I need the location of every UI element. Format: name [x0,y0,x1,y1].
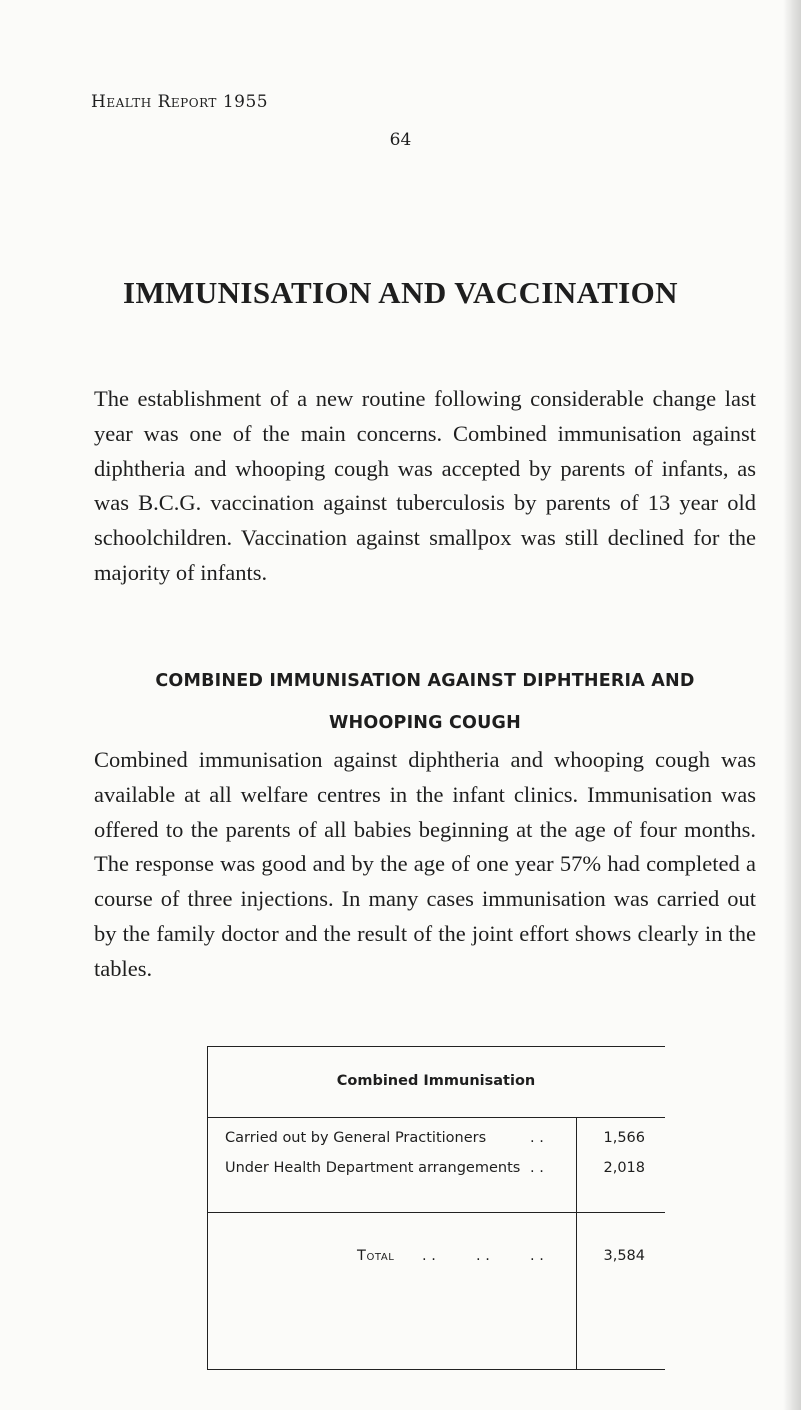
table-column-rule [576,1117,577,1370]
page-edge-shadow [783,0,801,1410]
table-row-leader: . . [530,1130,544,1146]
table-top-rule [207,1046,665,1047]
section-heading-line-2: WHOOPING COUGH [329,713,521,733]
page-number: 64 [389,130,412,150]
percent-symbol: % [582,851,602,877]
table-row-label: Carried out by General Practitioners [225,1130,487,1146]
table-row-label: Under Health Department arrangements [225,1160,521,1176]
table-total-value: 3,584 [603,1248,645,1264]
section-heading [94,660,756,744]
table-caption: Combined Immunisation [336,1073,536,1089]
table-total-label: Total [357,1248,395,1264]
page-title: IMMUNISATION AND VACCINATION [123,275,678,310]
intro-paragraph: The establishment of a new routine following considerable change last year was one of the main concerns. Combined immunisation against diphtheria and whooping cough was accepted by parents of infants, as was B.C.G. vaccination against tuberculosis by parents of 13 year old schoolchildren. Vaccination against smallpox was still declined for the majority of infants. [94,386,756,585]
running-head: Health Report 1955 [91,92,269,112]
table-total-rule [207,1212,665,1213]
table-left-rule [207,1046,208,1370]
table-header-rule [207,1117,665,1118]
table-total-leader: . . [476,1248,490,1264]
section-paragraph [94,743,756,987]
table-row-value: 1,566 [603,1130,645,1146]
table-row-leader: . . [530,1160,544,1176]
immunisation-table [207,1046,665,1370]
section-paragraph-text-1: Combined immunisation against diphtheria and whooping cough was available at all welfare centres in the infant clinics. Immunisation was offered to the parents of all babies beginning at the age of four months. The response was good and by the age of one year 57 [94,747,756,877]
table-bottom-rule [207,1369,665,1370]
table-row-value: 2,018 [603,1160,645,1176]
table-total-leader: . . [422,1248,436,1264]
section-heading-line-1: COMBINED IMMUNISATION AGAINST DIPHTHERIA AND [155,671,695,691]
table-total-leader: . . [530,1248,544,1264]
section-paragraph-text-2: had completed a course of three injections. In many cases immunisation was carried out by the family doctor and the result of the joint effort shows clearly in the tables. [94,851,757,981]
